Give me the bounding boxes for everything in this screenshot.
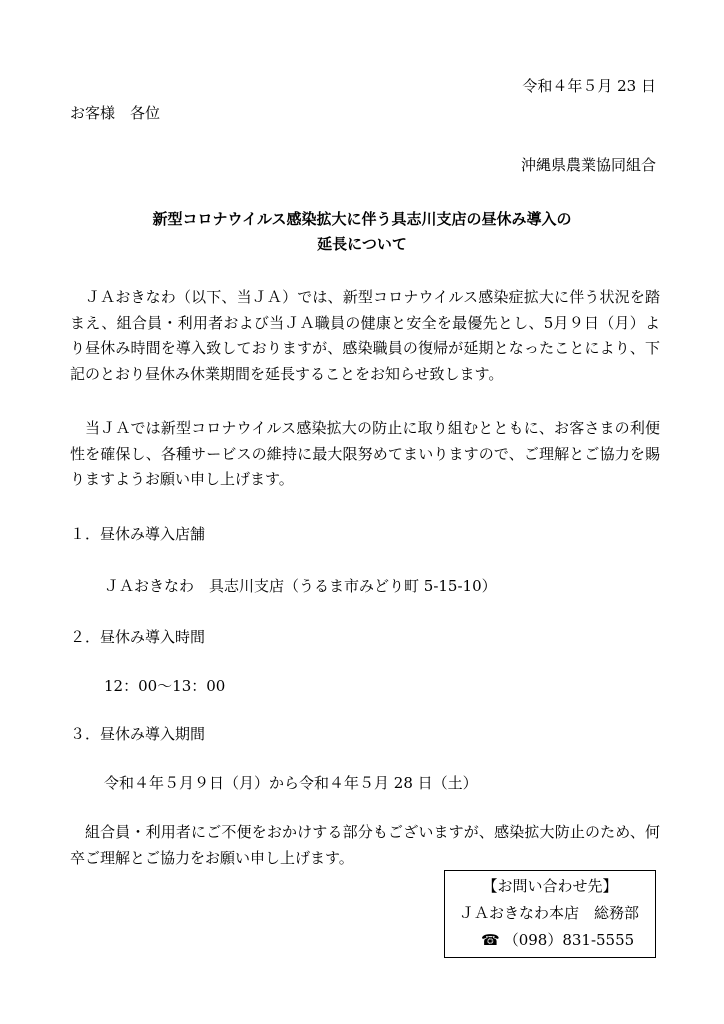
sender-organization: 沖縄県農業協同組合 (520, 156, 656, 174)
section-content-store: ＪＡおきなわ 具志川支店（うるま市みどり町 5-15-10） (104, 577, 497, 595)
section-heading-time: ２．昼休み導入時間 (70, 628, 206, 646)
closing-paragraph: 組合員・利用者にご不便をおかけする部分もございますが、感染拡大防止のため、何卒ご理解とご協力をお願い申し上げます。 (70, 823, 660, 867)
contact-title: 【お問い合わせ先】 (482, 877, 618, 895)
document-title-line-2: 延長について (317, 235, 407, 253)
section-content-period: 令和４年５月９日（月）から令和４年５月 28 日（土） (104, 774, 478, 792)
section-heading-store: １．昼休み導入店舗 (70, 525, 206, 543)
telephone-icon: ☎ (481, 931, 500, 949)
commitment-paragraph: 当ＪＡでは新型コロナウイルス感染拡大の防止に取り組むとともに、お客さまの利便性を確保し、各種サービスの維持に最大限努めてまいりますので、ご理解とご協力を賜りますようお願い申し上げます。 (70, 419, 660, 488)
contact-office: ＪＡおきなわ本店 総務部 (459, 904, 640, 922)
intro-paragraph: ＪＡおきなわ（以下、当ＪＡ）では、新型コロナウイルス感染症拡大に伴う状況を踏まえ、組合員・利用者および当ＪＡ職員の健康と安全を最優先とし、5月９日（月）より昼休み時間を導入致しておりますが、感染職員の復帰が延期となったことにより、下記のとおり昼休み休業期間を延長することをお知らせ致します。 (70, 288, 660, 383)
contact-phone-number: （098）831-5555 (503, 931, 635, 949)
contact-box (444, 870, 656, 958)
section-heading-period: ３．昼休み導入期間 (70, 725, 206, 743)
section-content-time: 12：00〜13：00 (104, 677, 226, 695)
contact-phone-line (481, 930, 634, 950)
addressee: お客様 各位 (70, 104, 161, 122)
document-title-line-1: 新型コロナウイルス感染拡大に伴う具志川支店の昼休み導入の (152, 210, 572, 228)
document-date: 令和４年５月 23 日 (522, 77, 656, 95)
